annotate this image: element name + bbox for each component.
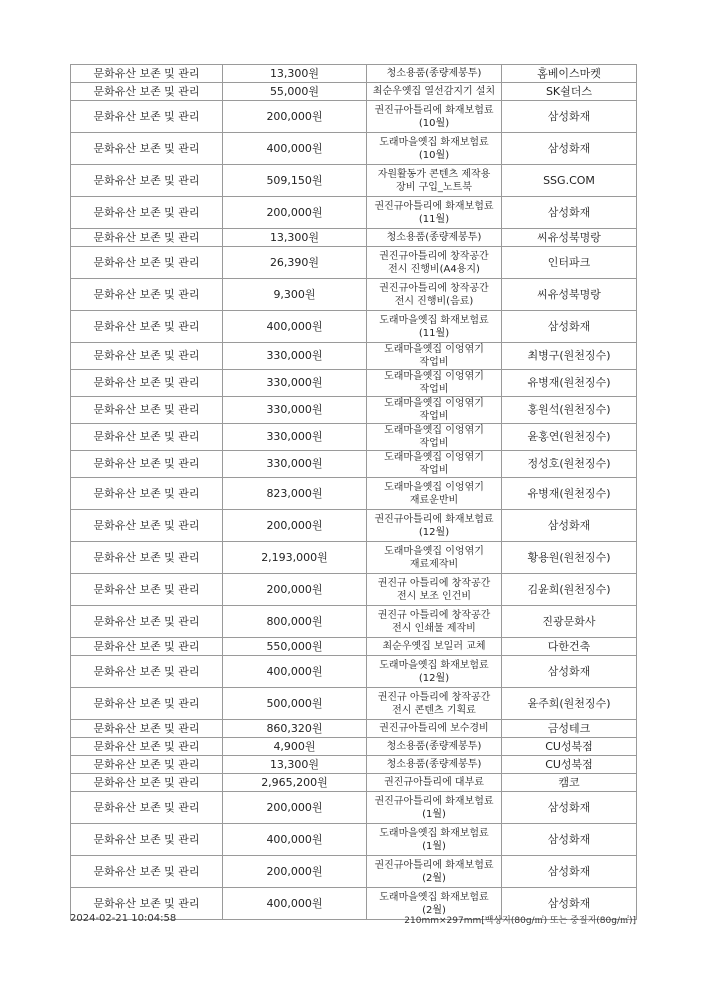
table-row (71, 510, 637, 542)
content-cell: 도래마을옛집 화재보험료(10월) (367, 133, 502, 165)
table-row (71, 574, 637, 606)
category-cell: 문화유산 보존 및 관리 (71, 478, 223, 510)
content-cell: 권진규아틀리에 화재보험료(12월) (367, 510, 502, 542)
content-cell: 도래마을옛집 이엉엮기 작업비 (367, 451, 502, 478)
table-row (71, 83, 637, 101)
content-cell: 권진규 아틀리에 창작공간 전시 인쇄물 제작비 (367, 606, 502, 638)
content-cell: 청소용품(종량제봉투) (367, 756, 502, 774)
amount-cell: 823,000원 (223, 478, 367, 510)
table-row (71, 792, 637, 824)
payee-cell: 최병구(원천징수) (502, 343, 637, 370)
content-cell: 권진규아틀리에 화재보험료(11월) (367, 197, 502, 229)
payee-cell: 홍원석(원천징수) (502, 397, 637, 424)
amount-cell: 400,000원 (223, 888, 367, 920)
content-cell: 최순우옛집 열선감지기 설치 (367, 83, 502, 101)
category-cell: 문화유산 보존 및 관리 (71, 197, 223, 229)
category-cell: 문화유산 보존 및 관리 (71, 343, 223, 370)
table-row (71, 424, 637, 451)
content-cell: 권진규아틀리에 화재보험료(10월) (367, 101, 502, 133)
table-row (71, 856, 637, 888)
payee-cell: 삼성화재 (502, 856, 637, 888)
category-cell: 문화유산 보존 및 관리 (71, 229, 223, 247)
expense-table-page (70, 64, 636, 920)
category-cell: 문화유산 보존 및 관리 (71, 720, 223, 738)
amount-cell: 13,300원 (223, 229, 367, 247)
category-cell: 문화유산 보존 및 관리 (71, 688, 223, 720)
amount-cell: 55,000원 (223, 83, 367, 101)
category-cell: 문화유산 보존 및 관리 (71, 756, 223, 774)
payee-cell: 금성테크 (502, 720, 637, 738)
amount-cell: 550,000원 (223, 638, 367, 656)
content-cell: 도래마을옛집 이엉엮기 작업비 (367, 370, 502, 397)
content-cell: 청소용품(종량제봉투) (367, 65, 502, 83)
amount-cell: 330,000원 (223, 343, 367, 370)
content-cell: 권진규아틀리에 창작공간 전시 진행비(음료) (367, 279, 502, 311)
category-cell: 문화유산 보존 및 관리 (71, 133, 223, 165)
content-cell: 도래마을옛집 이엉엮기 재료제작비 (367, 542, 502, 574)
table-row (71, 688, 637, 720)
category-cell: 문화유산 보존 및 관리 (71, 542, 223, 574)
content-cell: 청소용품(종량제봉투) (367, 738, 502, 756)
category-cell: 문화유산 보존 및 관리 (71, 638, 223, 656)
amount-cell: 200,000원 (223, 197, 367, 229)
category-cell: 문화유산 보존 및 관리 (71, 424, 223, 451)
content-cell: 도래마을옛집 화재보험료(11월) (367, 311, 502, 343)
payee-cell: CU성북점 (502, 756, 637, 774)
amount-cell: 330,000원 (223, 370, 367, 397)
table-row (71, 197, 637, 229)
table-row (71, 638, 637, 656)
category-cell: 문화유산 보존 및 관리 (71, 247, 223, 279)
payee-cell: 삼성화재 (502, 311, 637, 343)
content-cell: 도래마을옛집 이엉엮기 작업비 (367, 397, 502, 424)
payee-cell: 씨유성북명랑 (502, 279, 637, 311)
payee-cell: CU성북점 (502, 738, 637, 756)
table-row (71, 478, 637, 510)
table-row (71, 343, 637, 370)
expense-table (70, 64, 637, 920)
category-cell: 문화유산 보존 및 관리 (71, 65, 223, 83)
amount-cell: 200,000원 (223, 792, 367, 824)
amount-cell: 800,000원 (223, 606, 367, 638)
table-row (71, 451, 637, 478)
amount-cell: 26,390원 (223, 247, 367, 279)
content-cell: 도래마을옛집 화재보험료(12월) (367, 656, 502, 688)
payee-cell: 삼성화재 (502, 133, 637, 165)
payee-cell: 삼성화재 (502, 197, 637, 229)
category-cell: 문화유산 보존 및 관리 (71, 101, 223, 133)
amount-cell: 400,000원 (223, 656, 367, 688)
payee-cell: 삼성화재 (502, 510, 637, 542)
category-cell: 문화유산 보존 및 관리 (71, 792, 223, 824)
amount-cell: 509,150원 (223, 165, 367, 197)
table-row (71, 656, 637, 688)
table-row (71, 774, 637, 792)
category-cell: 문화유산 보존 및 관리 (71, 856, 223, 888)
content-cell: 권진규 아틀리에 창작공간 전시 콘텐츠 기획료 (367, 688, 502, 720)
amount-cell: 400,000원 (223, 133, 367, 165)
payee-cell: 윤주희(원천징수) (502, 688, 637, 720)
payee-cell: SK쉴더스 (502, 83, 637, 101)
table-row (71, 606, 637, 638)
category-cell: 문화유산 보존 및 관리 (71, 774, 223, 792)
table-row (71, 370, 637, 397)
amount-cell: 400,000원 (223, 311, 367, 343)
table-row (71, 397, 637, 424)
table-row (71, 738, 637, 756)
category-cell: 문화유산 보존 및 관리 (71, 738, 223, 756)
amount-cell: 500,000원 (223, 688, 367, 720)
payee-cell: 유병재(원천징수) (502, 478, 637, 510)
table-row (71, 720, 637, 738)
amount-cell: 2,193,000원 (223, 542, 367, 574)
category-cell: 문화유산 보존 및 관리 (71, 279, 223, 311)
payee-cell: 정성호(원천징수) (502, 451, 637, 478)
content-cell: 권진규아틀리에 보수경비 (367, 720, 502, 738)
payee-cell: 캠코 (502, 774, 637, 792)
content-cell: 도래마을옛집 이엉엮기 작업비 (367, 424, 502, 451)
payee-cell: 윤홍연(원천징수) (502, 424, 637, 451)
category-cell: 문화유산 보존 및 관리 (71, 83, 223, 101)
amount-cell: 200,000원 (223, 856, 367, 888)
payee-cell: 진광문화사 (502, 606, 637, 638)
category-cell: 문화유산 보존 및 관리 (71, 888, 223, 920)
amount-cell: 9,300원 (223, 279, 367, 311)
amount-cell: 2,965,200원 (223, 774, 367, 792)
payee-cell: 홈베이스마켓 (502, 65, 637, 83)
payee-cell: 김윤희(원천징수) (502, 574, 637, 606)
category-cell: 문화유산 보존 및 관리 (71, 510, 223, 542)
amount-cell: 13,300원 (223, 65, 367, 83)
table-row (71, 247, 637, 279)
amount-cell: 4,900원 (223, 738, 367, 756)
amount-cell: 860,320원 (223, 720, 367, 738)
content-cell: 권진규아틀리에 화재보험료(2월) (367, 856, 502, 888)
category-cell: 문화유산 보존 및 관리 (71, 656, 223, 688)
page-footer (70, 913, 636, 927)
amount-cell: 200,000원 (223, 510, 367, 542)
table-row (71, 165, 637, 197)
payee-cell: 다한건축 (502, 638, 637, 656)
content-cell: 최순우옛집 보일러 교체 (367, 638, 502, 656)
table-row (71, 133, 637, 165)
category-cell: 문화유산 보존 및 관리 (71, 370, 223, 397)
payee-cell: SSG.COM (502, 165, 637, 197)
content-cell: 도래마을옛집 화재보험료(2월) (367, 888, 502, 920)
category-cell: 문화유산 보존 및 관리 (71, 451, 223, 478)
content-cell: 권진규아틀리에 화재보험료(1월) (367, 792, 502, 824)
table-row (71, 311, 637, 343)
payee-cell: 삼성화재 (502, 824, 637, 856)
payee-cell: 황용원(원천징수) (502, 542, 637, 574)
table-row (71, 279, 637, 311)
amount-cell: 330,000원 (223, 451, 367, 478)
amount-cell: 200,000원 (223, 574, 367, 606)
category-cell: 문화유산 보존 및 관리 (71, 574, 223, 606)
content-cell: 도래마을옛집 이엉엮기 작업비 (367, 343, 502, 370)
content-cell: 도래마을옛집 화재보험료(1월) (367, 824, 502, 856)
category-cell: 문화유산 보존 및 관리 (71, 824, 223, 856)
payee-cell: 삼성화재 (502, 656, 637, 688)
payee-cell: 유병재(원천징수) (502, 370, 637, 397)
content-cell: 자원활동가 콘텐츠 제작용 장비 구입_노트북 (367, 165, 502, 197)
amount-cell: 200,000원 (223, 101, 367, 133)
content-cell: 권진규 아틀리에 창작공간 전시 보조 인건비 (367, 574, 502, 606)
payee-cell: 씨유성북명랑 (502, 229, 637, 247)
table-row (71, 229, 637, 247)
content-cell: 권진규아틀리에 창작공간 전시 진행비(A4용지) (367, 247, 502, 279)
amount-cell: 400,000원 (223, 824, 367, 856)
table-row (71, 542, 637, 574)
payee-cell: 삼성화재 (502, 888, 637, 920)
payee-cell: 삼성화재 (502, 101, 637, 133)
payee-cell: 삼성화재 (502, 792, 637, 824)
table-row (71, 101, 637, 133)
paper-spec: 210mm×297mm[백상지(80g/㎡) 또는 중질지(80g/㎡)] (404, 916, 636, 926)
content-cell: 청소용품(종량제봉투) (367, 229, 502, 247)
print-datetime: 2024-02-21 10:04:58 (70, 913, 177, 924)
table-row (71, 824, 637, 856)
content-cell: 도래마을옛집 이엉엮기 재료운반비 (367, 478, 502, 510)
amount-cell: 13,300원 (223, 756, 367, 774)
content-cell: 권진규아틀리에 대부료 (367, 774, 502, 792)
expense-table-body (71, 65, 637, 920)
category-cell: 문화유산 보존 및 관리 (71, 311, 223, 343)
amount-cell: 330,000원 (223, 397, 367, 424)
table-row (71, 65, 637, 83)
category-cell: 문화유산 보존 및 관리 (71, 165, 223, 197)
category-cell: 문화유산 보존 및 관리 (71, 397, 223, 424)
amount-cell: 330,000원 (223, 424, 367, 451)
table-row (71, 756, 637, 774)
payee-cell: 인터파크 (502, 247, 637, 279)
category-cell: 문화유산 보존 및 관리 (71, 606, 223, 638)
